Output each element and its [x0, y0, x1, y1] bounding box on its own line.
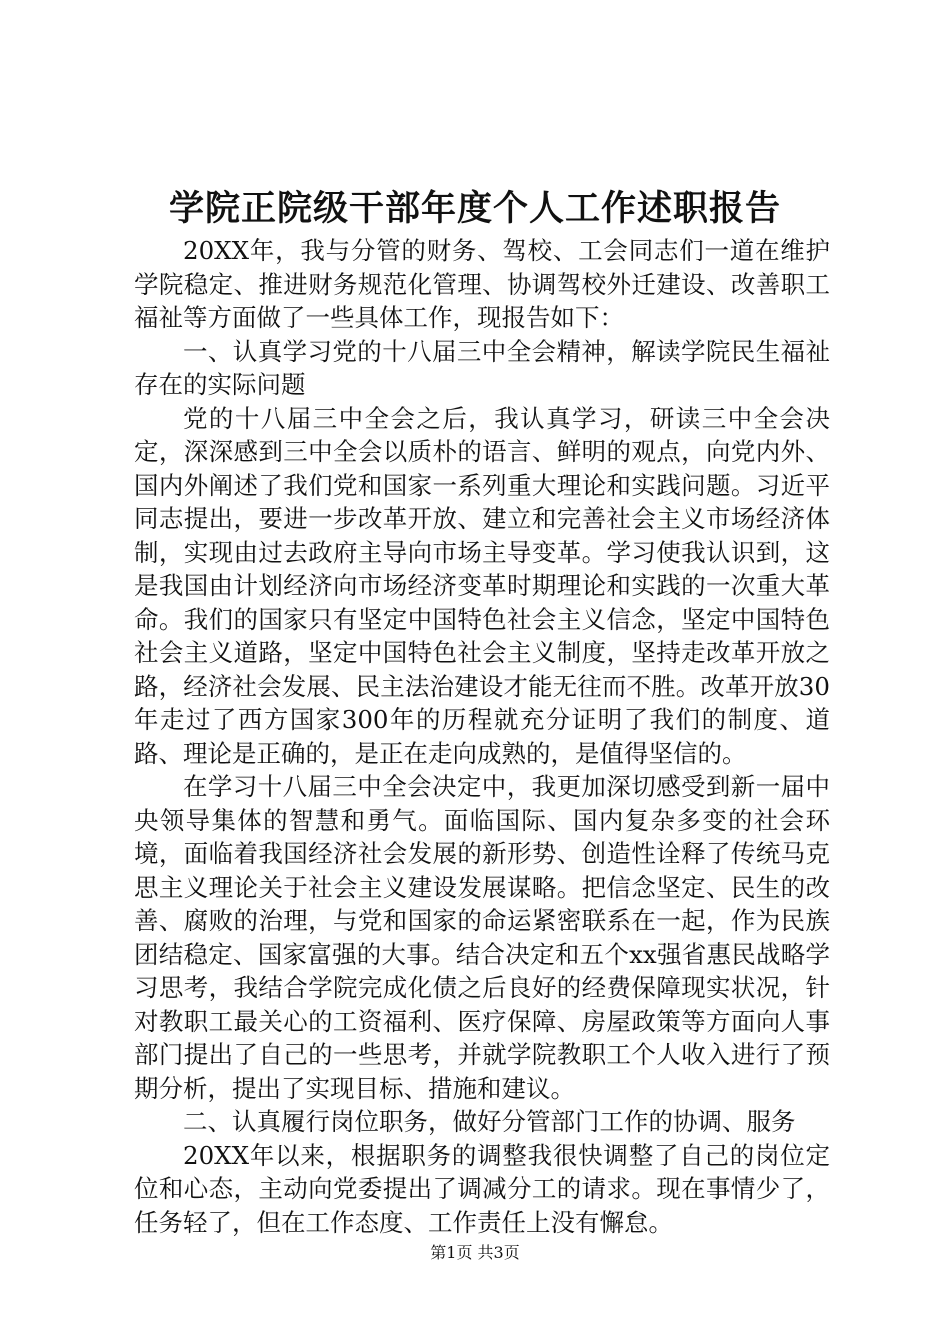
section-heading-1: 一、认真学习党的十八届三中全会精神，解读学院民生福祉存在的实际问题 — [134, 336, 830, 399]
paragraph-intro: 20XX年，我与分管的财务、驾校、工会同志们一道在维护学院稳定、推进财务规范化管理、协调驾校外迁建设、改善职工福祉等方面做了一些具体工作，现报告如下： — [134, 236, 830, 332]
document-title: 学院正院级干部年度个人工作述职报告 — [168, 188, 781, 229]
paragraph-reflection: 在学习十八届三中全会决定中，我更加深切感受到新一届中央领导集体的智慧和勇气。面临国际、国内复杂多变的社会环境，面临着我国经济社会发展的新形势、创造性诠释了传统马克思主义理论关于社会主义建设发展谋略。把信念坚定、民生的改善、腐败的治理，与党和国家的命运紧密联系在一起，作为民族团结稳定、国家富强的大事。结合决定和五个xx强省惠民战略学习思考，我结合学院完成化债之后良好的经费保障现实状况，针对教职工最关心的工资福利、医疗保障、房屋政策等方面向人事部门提出了自己的一些思考，并就学院教职工个人收入进行了预期分析，提出了实现目标、措施和建议。 — [134, 772, 830, 1103]
page-number-footer: 第1页 共3页 — [430, 1243, 520, 1262]
paragraph-study: 党的十八届三中全会之后，我认真学习，研读三中全会决定，深深感到三中全会以质朴的语言、鲜明的观点，向党内外、国内外阐述了我们党和国家一系列重大理论和实践问题。习近平同志提出，要进一步改革开放、建立和完善社会主义市场经济体制，实现由过去政府主导向市场主导变革。学习使我认识到，这是我国由计划经济向市场经济变革时期理论和实践的一次重大革命。我们的国家只有坚定中国特色社会主义信念，坚定中国特色社会主义道路，坚定中国特色社会主义制度，坚持走改革开放之路，经济社会发展、民主法治建设才能无往而不胜。改革开放30年走过了西方国家300年的历程就充分证明了我们的制度、道路、理论是正确的，是正在走向成熟的，是值得坚信的。 — [134, 403, 830, 768]
document-body — [134, 234, 830, 1239]
section-heading-2: 二、认真履行岗位职务，做好分管部门工作的协调、服务 — [183, 1107, 796, 1136]
paragraph-duties: 20XX年以来，根据职务的调整我很快调整了自己的岗位定位和心态，主动向党委提出了调减分工的请求。现在事情少了，任务轻了，但在工作态度、工作责任上没有懈怠。 — [134, 1140, 830, 1237]
